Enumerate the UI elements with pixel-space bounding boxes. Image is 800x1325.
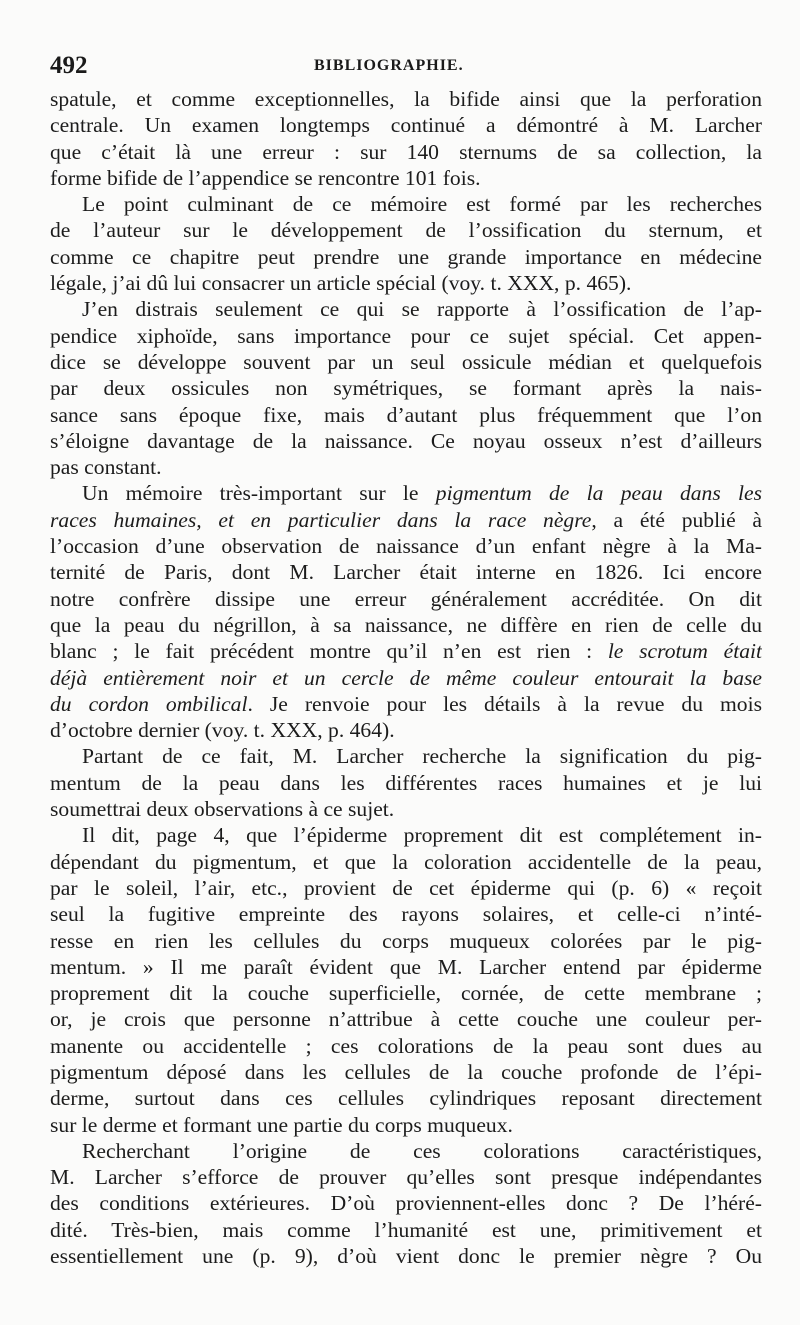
- text-line: [50, 980, 762, 1006]
- text-line: [50, 1217, 762, 1243]
- italic-text: pigmentum de la peau dans les: [435, 481, 762, 506]
- text-line: [50, 770, 762, 796]
- text-segment: que la peau du négrillon, à sa naissance, ne diffère en rien de celle du: [50, 612, 762, 637]
- text-segment: s’éloigne davantage de la naissance. Ce noyau osseux n’est d’ailleurs: [50, 428, 762, 453]
- text-line: [50, 1033, 762, 1059]
- text-line: [50, 112, 762, 138]
- text-segment: Le point culminant de ce mémoire est formé par les recherches: [82, 192, 762, 217]
- text-line: [50, 612, 762, 638]
- text-line: [50, 665, 762, 691]
- text-line: [50, 375, 762, 401]
- text-line: [50, 1164, 762, 1190]
- text-segment: notre confrère dissipe une erreur généralement accréditée. On dit: [50, 586, 762, 611]
- text-line: [50, 86, 762, 112]
- italic-text: du cordon ombilical: [50, 691, 248, 716]
- text-segment: dité. Très-bien, mais comme l’humanité est une, primitivement et: [50, 1217, 762, 1242]
- text-line: [50, 1006, 762, 1032]
- text-segment: des conditions extérieures. D’où proviennent-elles donc ? De l’héré-: [50, 1191, 762, 1216]
- text-segment: J’en distrais seulement ce qui se rapporte à l’ossification de l’ap-: [82, 297, 762, 322]
- page-header: [48, 48, 748, 84]
- text-segment: que c’était là une erreur : sur 140 sternums de sa collection, la: [50, 139, 762, 164]
- text-segment: spatule, et comme exceptionnelles, la bifide ainsi que la perforation: [50, 87, 762, 111]
- text-segment: M. Larcher s’efforce de prouver qu’elles sont presque indépendantes: [50, 1165, 762, 1190]
- page-number: 492: [50, 52, 88, 79]
- text-segment: pendice xiphoïde, sans importance pour ce sujet spécial. Cet appen-: [50, 323, 762, 348]
- text-line: [50, 1243, 762, 1269]
- text-line: [50, 165, 762, 191]
- text-segment: soumettrai deux observations à ce sujet.: [50, 797, 395, 822]
- text-segment: pas constant.: [50, 455, 162, 480]
- text-segment: blanc ; le fait précédent montre qu’il n’en est rien :: [50, 639, 608, 664]
- text-segment: Un mémoire très-important sur le: [82, 481, 436, 506]
- text-line: [50, 1112, 762, 1138]
- text-line: [50, 1059, 762, 1085]
- text-line: [50, 480, 762, 506]
- text-segment: sur le derme et formant une partie du corps muqueux.: [50, 1112, 513, 1137]
- text-line: [50, 901, 762, 927]
- italic-text: déjà entièrement noir et un cercle de même couleur entourait la base: [50, 665, 762, 690]
- text-line: [50, 875, 762, 901]
- text-segment: dépendant du pigmentum, et que la coloration accidentelle de la peau,: [50, 849, 762, 874]
- text-segment: proprement dit la couche superficielle, cornée, de cette membrane ;: [50, 981, 762, 1006]
- text-line: [50, 217, 762, 243]
- text-line: [50, 1085, 762, 1111]
- text-segment: par le soleil, l’air, etc., provient de cet épiderme qui (p. 6) « reçoit: [50, 875, 762, 900]
- text-segment: forme bifide de l’appendice se rencontre 101 fois.: [50, 165, 481, 190]
- text-line: [50, 849, 762, 875]
- text-segment: essentiellement une (p. 9), d’où vient donc le premier nègre ? Ou: [50, 1244, 762, 1269]
- text-segment: ternité de Paris, dont M. Larcher était interne en 1826. Ici encore: [50, 560, 762, 585]
- text-line: [50, 1190, 762, 1216]
- text-line: [50, 244, 762, 270]
- text-segment: seul la fugitive empreinte des rayons solaires, et celle-ci n’inté-: [50, 902, 762, 927]
- text-segment: mentum de la peau dans les différentes races humaines et je lui: [50, 770, 762, 795]
- text-segment: , a été publié à: [591, 507, 762, 532]
- text-line: [50, 638, 762, 664]
- text-segment: centrale. Un examen longtemps continué a démontré à M. Larcher: [50, 113, 762, 138]
- text-segment: or, je crois que personne n’attribue à cette couche une couleur per-: [50, 1007, 762, 1032]
- text-segment: sance sans époque fixe, mais d’autant plus fréquemment que l’on: [50, 402, 762, 427]
- text-segment: d’octobre dernier (voy. t. XXX, p. 464).: [50, 718, 395, 743]
- text-segment: manente ou accidentelle ; ces colorations de la peau sont dues au: [50, 1033, 762, 1058]
- text-line: [50, 533, 762, 559]
- text-line: [50, 743, 762, 769]
- text-line: [50, 139, 762, 165]
- italic-text: le scrotum était: [607, 639, 762, 664]
- text-segment: derme, surtout dans ces cellules cylindriques reposant directement: [50, 1086, 762, 1111]
- text-segment: . Je renvoie pour les détails à la revue du mois: [247, 691, 762, 716]
- text-line: [50, 323, 762, 349]
- body-text: [50, 86, 762, 1269]
- text-line: [50, 928, 762, 954]
- text-line: [50, 691, 762, 717]
- text-line: [50, 507, 762, 533]
- text-segment: comme ce chapitre peut prendre une grande importance en médecine: [50, 244, 762, 269]
- text-line: [50, 349, 762, 375]
- text-segment: Partant de ce fait, M. Larcher recherche la signification du pig-: [82, 744, 762, 769]
- text-segment: l’occasion d’une observation de naissance d’un enfant nègre à la Ma-: [50, 534, 762, 559]
- text-line: [50, 559, 762, 585]
- italic-text: races humaines, et en particulier dans la race nègre: [50, 507, 592, 532]
- text-line: [50, 402, 762, 428]
- text-segment: pigmentum déposé dans les cellules de la couche profonde de l’épi-: [50, 1059, 762, 1084]
- text-segment: Recherchant l’origine de ces colorations caractéristiques,: [82, 1138, 762, 1163]
- text-segment: dice se développe souvent par un seul ossicule médian et quelquefois: [50, 349, 762, 374]
- text-segment: par deux ossicules non symétriques, se formant après la nais-: [50, 376, 762, 401]
- running-title: BIBLIOGRAPHIE.: [314, 57, 464, 74]
- text-line: [50, 586, 762, 612]
- text-segment: légale, j’ai dû lui consacrer un article spécial (voy. t. XXX, p. 465).: [50, 271, 632, 296]
- text-line: [50, 717, 762, 743]
- text-line: [50, 796, 762, 822]
- text-line: [50, 954, 762, 980]
- text-line: [50, 428, 762, 454]
- text-line: [50, 296, 762, 322]
- text-line: [50, 191, 762, 217]
- text-segment: mentum. » Il me paraît évident que M. Larcher entend par épiderme: [50, 954, 762, 979]
- text-segment: resse en rien les cellules du corps muqueux colorées par le pig-: [50, 928, 762, 953]
- text-line: [50, 454, 762, 480]
- text-line: [50, 1138, 762, 1164]
- text-segment: de l’auteur sur le développement de l’ossification du sternum, et: [50, 218, 762, 243]
- text-line: [50, 270, 762, 296]
- text-segment: Il dit, page 4, que l’épiderme proprement dit est complétement in-: [82, 823, 762, 848]
- text-line: [50, 822, 762, 848]
